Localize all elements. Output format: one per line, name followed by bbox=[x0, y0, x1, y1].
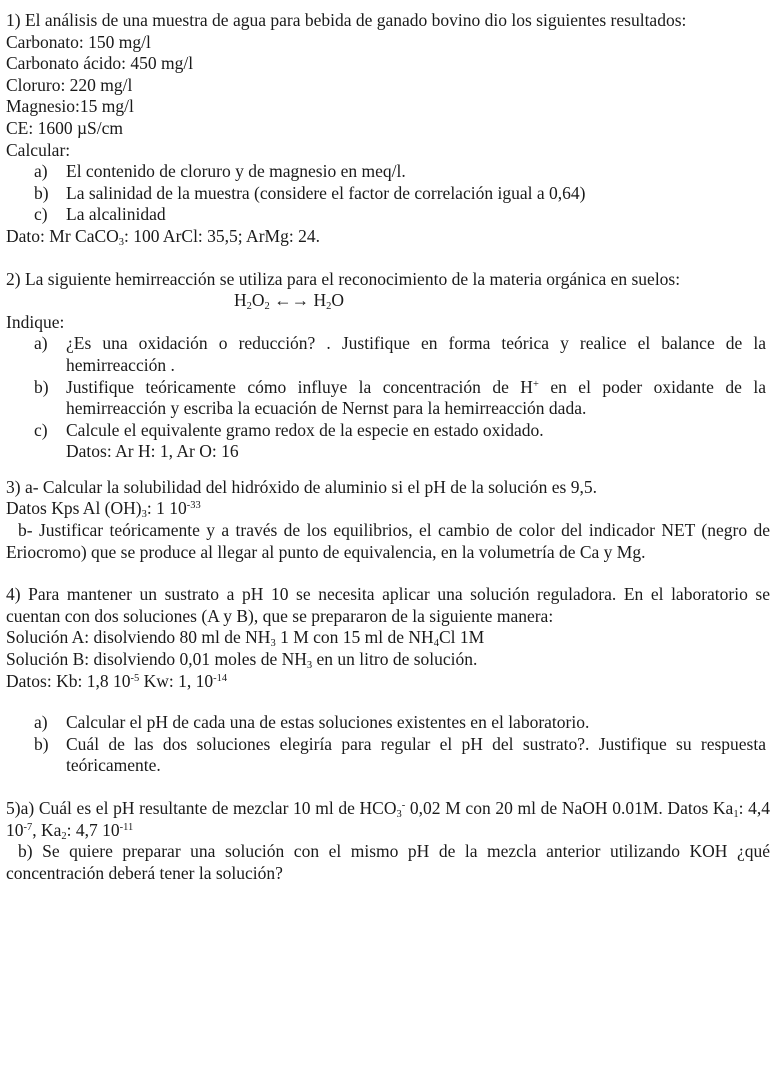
list-item bbox=[6, 333, 770, 376]
superscript: -7 bbox=[23, 821, 33, 833]
item-text bbox=[66, 712, 770, 734]
question-5 bbox=[6, 798, 770, 884]
list-item bbox=[6, 734, 770, 777]
text-run: 1) El análisis de una muestra de agua para bebida de ganado bovino dio los siguientes resultados: bbox=[6, 10, 687, 30]
superscript: + bbox=[532, 378, 539, 390]
text-line bbox=[6, 841, 770, 884]
text-run: Cuál de las dos soluciones elegiría para regular el pH del sustrato?. Justifique su respuesta teóricamente. bbox=[66, 733, 766, 776]
item-label: c) bbox=[34, 204, 48, 225]
list-item bbox=[6, 377, 770, 420]
text-line bbox=[6, 140, 770, 162]
text-run: 4) Para mantener un sustrato a pH 10 se necesita aplicar una solución reguladora. En el laboratorio se cuentan con dos soluciones (A y B), que se prepararon de la siguiente manera: bbox=[6, 584, 770, 626]
text-run: 0,02 M con 20 ml de NaOH 0.01M. Datos Ka bbox=[405, 798, 734, 818]
text-run: b- Justificar teóricamente y a través de los equilibrios, el cambio de color del indicador NET (negro de Eriocromo) que se produce al llegar al punto de equivalencia, en la volumetría de Ca y Mg. bbox=[6, 520, 770, 562]
question-4 bbox=[6, 584, 770, 777]
text-line bbox=[6, 53, 770, 75]
text-run: 3) a- Calcular la solubilidad del hidróxido de aluminio si el pH de la solución es 9,5. bbox=[6, 476, 597, 497]
text-run: : 1 10 bbox=[146, 498, 187, 519]
subscript: 3 bbox=[270, 638, 276, 650]
subscript: 2 bbox=[326, 301, 332, 313]
text-run: ¿Es una oxidación o reducción? . Justifique en forma teórica y realice el balance de la hemirreacción . bbox=[66, 333, 766, 375]
text-run: Indique: bbox=[6, 311, 65, 332]
text-line bbox=[6, 226, 770, 248]
text-line bbox=[6, 477, 770, 499]
text-run: 2) La siguiente hemirreacción se utiliza para el reconocimiento de la materia orgánica en suelos: bbox=[6, 268, 681, 289]
text-run: Datos: Ar H: 1, Ar O: 16 bbox=[66, 441, 239, 462]
equation bbox=[6, 290, 770, 312]
list-item bbox=[6, 183, 770, 205]
text-line bbox=[6, 798, 770, 841]
subscript: 1 bbox=[733, 809, 739, 820]
text-run: Justifique teóricamente cómo influye la concentración de H bbox=[66, 376, 533, 397]
text-run: Solución A: disolviendo 80 ml de NH bbox=[6, 627, 271, 648]
superscript: -33 bbox=[186, 500, 201, 512]
text-line bbox=[6, 627, 770, 649]
text-run: El contenido de cloruro y de magnesio en meq/l. bbox=[66, 161, 406, 182]
text-run: Carbonato: 150 mg/l bbox=[6, 31, 151, 52]
item-label: c) bbox=[34, 419, 48, 440]
text-run: : 4,7 10 bbox=[66, 819, 120, 840]
text-line bbox=[6, 312, 770, 334]
list-item bbox=[6, 420, 770, 442]
text-run: : 4,4 10 bbox=[6, 798, 770, 840]
subscript: 3 bbox=[141, 509, 147, 521]
text-run: Datos: Kb: 1,8 10 bbox=[6, 670, 131, 691]
text-run: Dato: Mr CaCO bbox=[6, 225, 119, 246]
subscript: 3 bbox=[396, 809, 402, 820]
text-line bbox=[6, 520, 770, 563]
text-run: Kw: 1, 10 bbox=[139, 670, 214, 691]
subscript: 3 bbox=[118, 236, 125, 248]
text-run: 1 M con 15 ml de NH bbox=[275, 627, 434, 648]
text-run: O bbox=[331, 290, 345, 311]
question-2 bbox=[6, 269, 770, 463]
text-run: La alcalinidad bbox=[66, 204, 166, 225]
text-run: Cl 1M bbox=[438, 627, 485, 648]
text-run: La salinidad de la muestra (considere el factor de correlación igual a 0,64) bbox=[66, 182, 586, 203]
list-item bbox=[6, 712, 770, 734]
text-run: 5)a) Cuál es el pH resultante de mezclar 10 ml de HCO bbox=[6, 798, 397, 818]
text-run: Calcular el pH de cada una de estas soluciones existentes en el laboratorio. bbox=[66, 712, 590, 733]
item-label: b) bbox=[34, 733, 49, 754]
text-run: Solución B: disolviendo 0,01 moles de NH bbox=[6, 649, 307, 670]
item-text bbox=[66, 420, 770, 442]
subscript: 2 bbox=[264, 301, 270, 313]
text-run: O bbox=[251, 290, 265, 311]
text-run: Calcule el equivalente gramo redox de la especie en estado oxidado. bbox=[66, 419, 544, 440]
item-text bbox=[66, 161, 770, 183]
text-run: Carbonato ácido: 450 mg/l bbox=[6, 53, 194, 74]
superscript: - bbox=[401, 800, 406, 811]
text-run: Datos Kps Al (OH) bbox=[6, 498, 142, 519]
item-text bbox=[66, 183, 770, 205]
text-run: Magnesio:15 mg/l bbox=[6, 96, 134, 117]
item-label: b) bbox=[34, 182, 49, 203]
item-text bbox=[66, 734, 770, 777]
item-text bbox=[66, 204, 770, 226]
spacer bbox=[6, 692, 770, 712]
question-1 bbox=[6, 10, 770, 248]
list-item bbox=[6, 161, 770, 183]
item-label: a) bbox=[34, 712, 48, 733]
text-run: Cloruro: 220 mg/l bbox=[6, 74, 133, 95]
text-line bbox=[6, 96, 770, 118]
item-label: a) bbox=[34, 333, 48, 354]
text-run: : 100 ArCl: 35,5; ArMg: 24. bbox=[124, 225, 320, 246]
item-label: b) bbox=[34, 376, 49, 397]
text-line bbox=[6, 498, 770, 520]
subscript: 2 bbox=[61, 830, 67, 842]
subscript: 3 bbox=[306, 660, 313, 672]
text-run: en el poder oxidante de la hemirreacción y escriba la ecuación de Nernst para la hemirreacción dada. bbox=[66, 376, 766, 419]
text-run: ←→ H bbox=[269, 290, 327, 311]
superscript: -11 bbox=[119, 821, 134, 833]
text-run: en un litro de solución. bbox=[312, 649, 478, 670]
superscript: -5 bbox=[130, 672, 140, 684]
subscript: 4 bbox=[433, 638, 439, 650]
text-line bbox=[6, 649, 770, 671]
text-line bbox=[6, 75, 770, 97]
text-line bbox=[6, 269, 770, 291]
list-item bbox=[6, 204, 770, 226]
item-text bbox=[66, 333, 770, 376]
text-line bbox=[6, 10, 770, 32]
text-run: b) Se quiere preparar una solución con el mismo pH de la mezcla anterior utilizando KOH ¿qué concentración deberá tener la solución? bbox=[6, 841, 770, 883]
text-run: Calcular: bbox=[6, 139, 71, 160]
text-line bbox=[6, 32, 770, 54]
question-3 bbox=[6, 477, 770, 563]
superscript: -14 bbox=[213, 672, 228, 684]
subscript: 2 bbox=[246, 301, 252, 313]
text-run: , Ka bbox=[32, 819, 62, 840]
item-label: a) bbox=[34, 161, 48, 182]
text-line bbox=[6, 441, 770, 463]
text-line bbox=[6, 671, 770, 693]
text-line bbox=[6, 584, 770, 627]
text-run: H bbox=[234, 290, 247, 311]
text-line bbox=[6, 118, 770, 140]
item-text bbox=[66, 377, 770, 420]
text-run: CE: 1600 µS/cm bbox=[6, 117, 124, 138]
